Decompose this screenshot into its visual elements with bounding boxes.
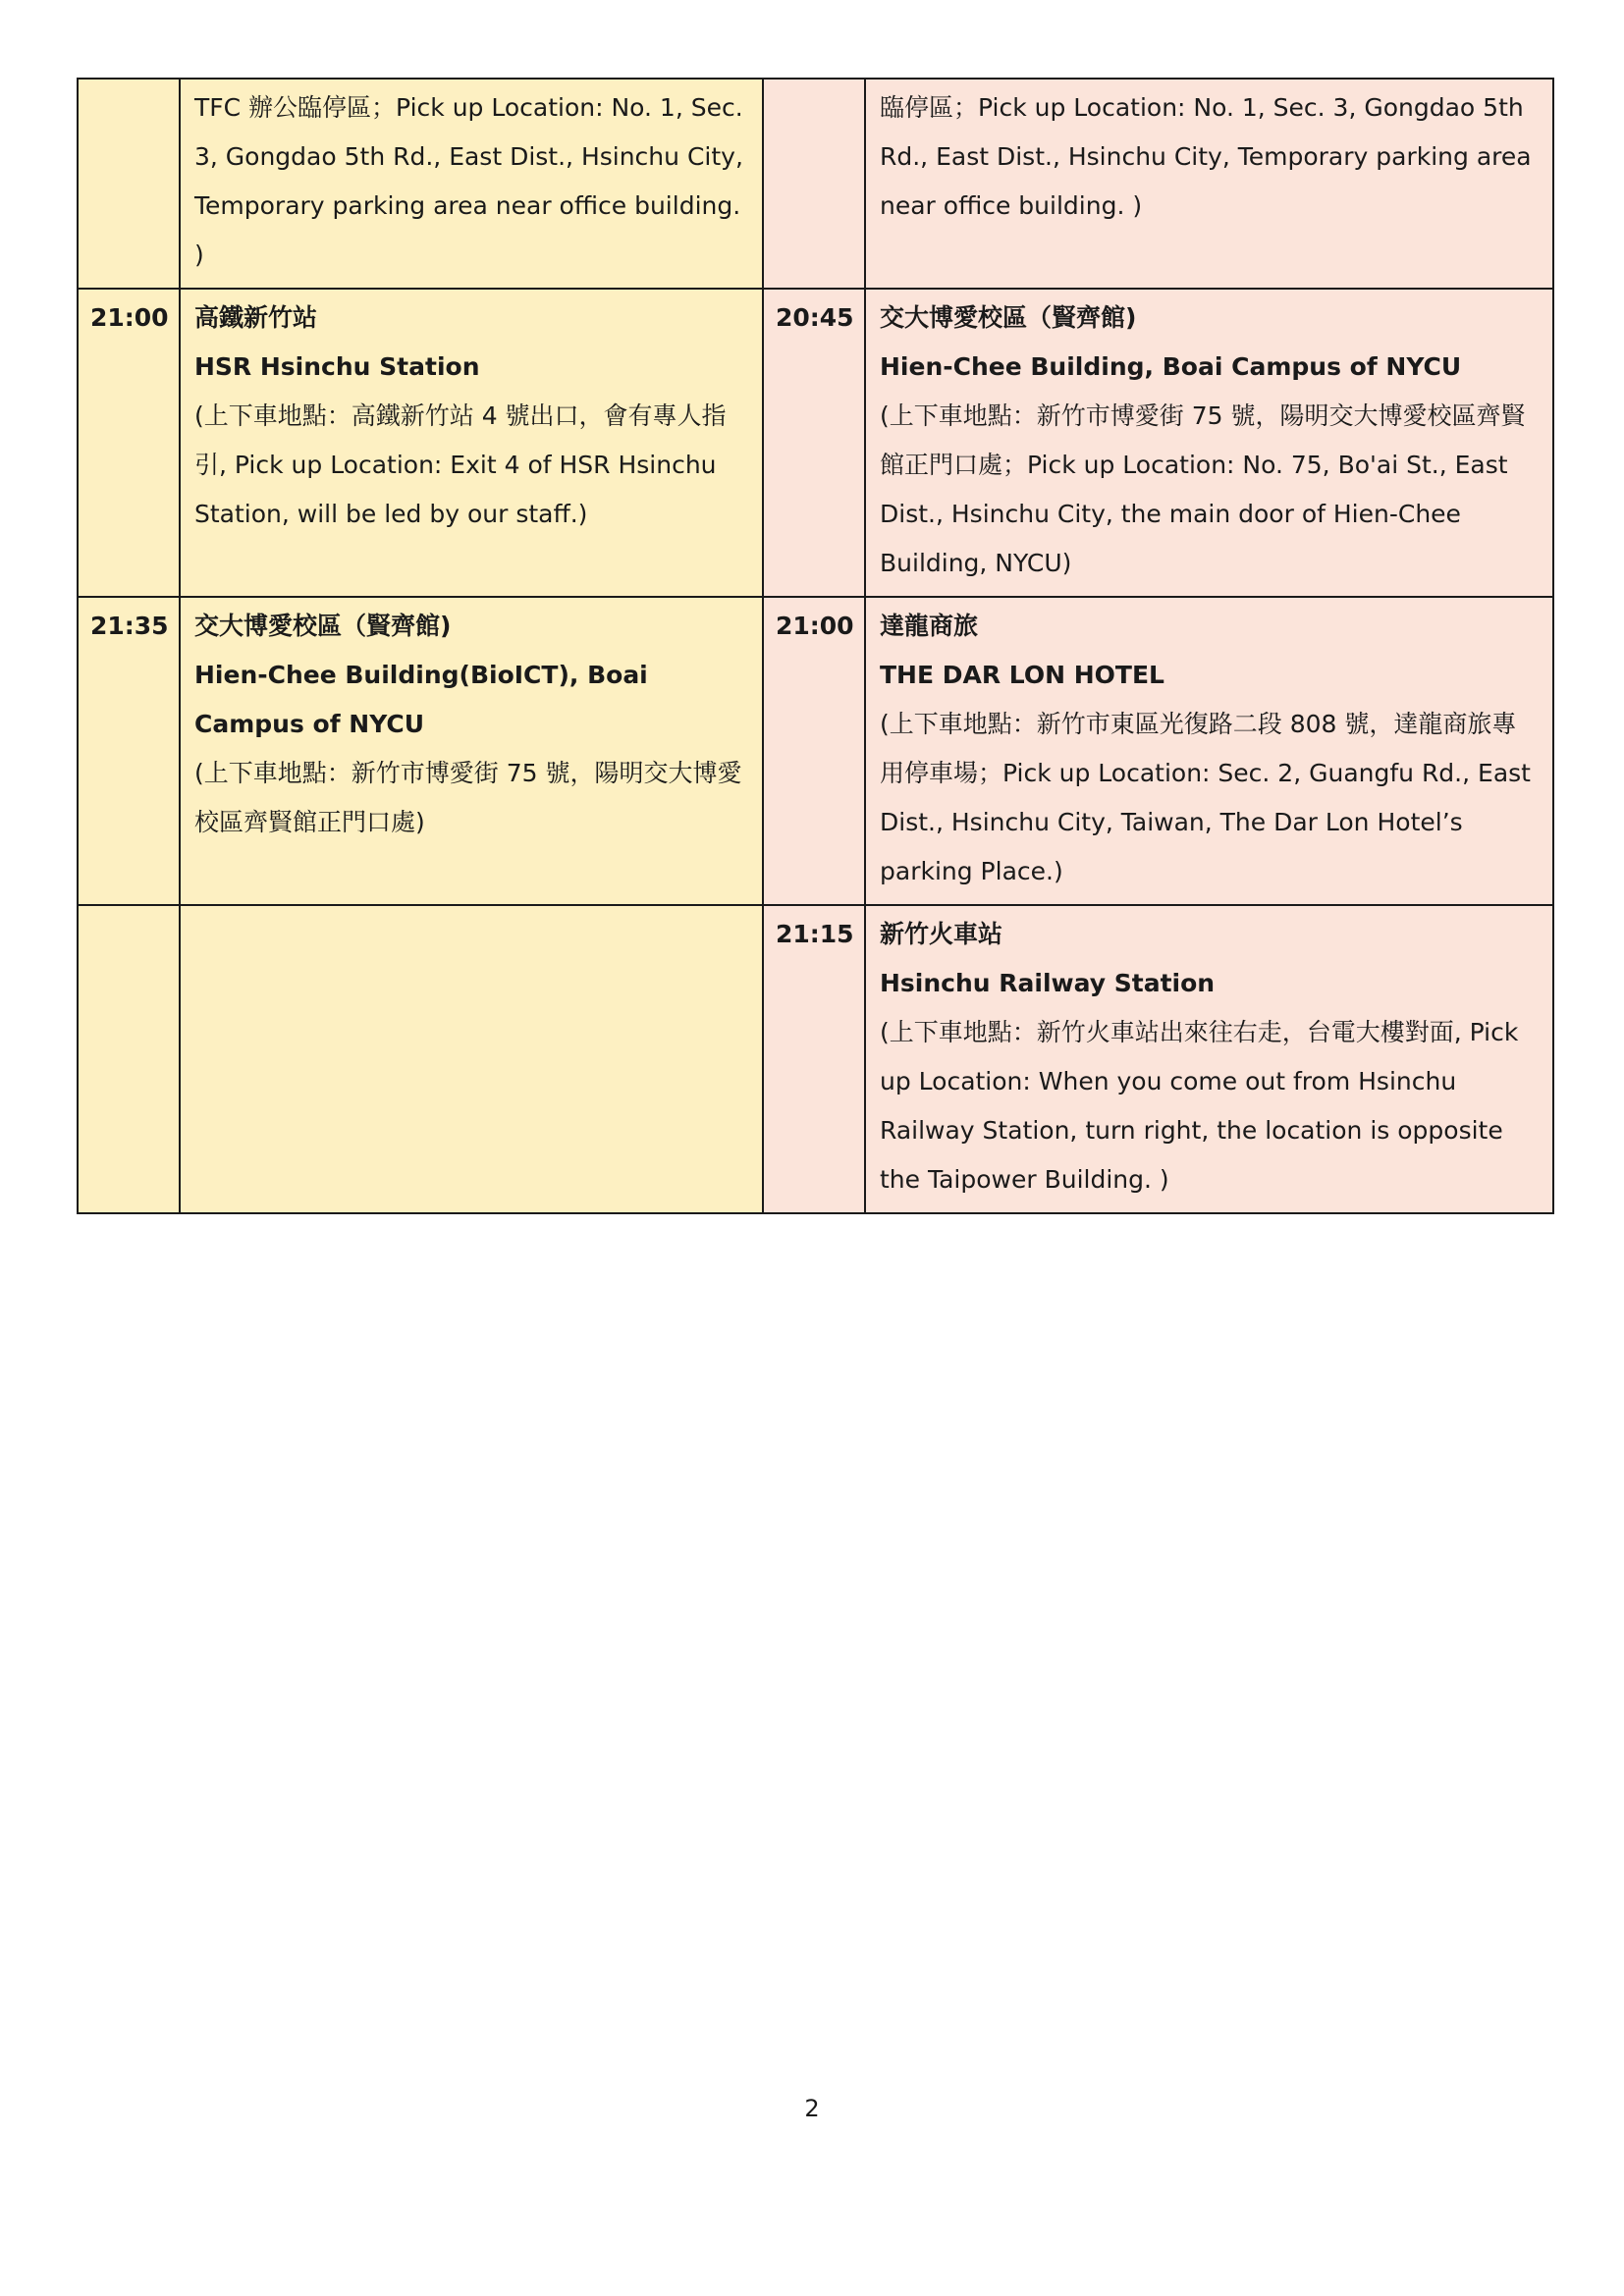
page-number: 2 bbox=[804, 2095, 820, 2122]
right-stop-cell bbox=[865, 79, 1553, 289]
right-stop-note: (上下車地點：新竹市博愛街 75 號，陽明交大博愛校區齊賢館正門口處；Pick up Location: No. 75, Bo'ai St., East Dist., Hsinchu City, the main door of Hien-Chee Building, NYCU) bbox=[880, 401, 1526, 577]
right-time-cell: 21:00 bbox=[763, 597, 865, 905]
left-stop-cell bbox=[180, 289, 763, 597]
left-time-cell: 21:35 bbox=[78, 597, 180, 905]
left-stop-note: TFC 辦公臨停區；Pick up Location: No. 1, Sec. 3, Gongdao 5th Rd., East Dist., Hsinchu City, Temporary parking area near office building. ) bbox=[194, 93, 743, 269]
left-stop-name-zh: 交大博愛校區（賢齊館) bbox=[194, 612, 452, 640]
right-stop-note: (上下車地點：新竹市東區光復路二段 808 號，達龍商旅專用停車場；Pick up Location: Sec. 2, Guangfu Rd., East Dist., Hsinchu City, Taiwan, The Dar Lon Hotel’s parking Place.) bbox=[880, 710, 1531, 885]
table-row bbox=[78, 597, 1553, 905]
left-stop-cell bbox=[180, 79, 763, 289]
right-stop-name-en: Hsinchu Railway Station bbox=[880, 969, 1216, 997]
right-stop-name-zh: 交大博愛校區（賢齊館) bbox=[880, 303, 1137, 332]
left-time-cell: 21:00 bbox=[78, 289, 180, 597]
right-stop-name-zh: 新竹火車站 bbox=[880, 920, 1003, 948]
right-time-cell: 21:15 bbox=[763, 905, 865, 1213]
left-time-cell bbox=[78, 79, 180, 289]
left-stop-name-en: HSR Hsinchu Station bbox=[194, 352, 480, 381]
table-row bbox=[78, 905, 1553, 1213]
left-time-cell bbox=[78, 905, 180, 1213]
table-row bbox=[78, 289, 1553, 597]
right-stop-name-en: Hien-Chee Building, Boai Campus of NYCU bbox=[880, 352, 1462, 381]
right-stop-name-zh: 達龍商旅 bbox=[880, 612, 979, 640]
right-time-cell: 20:45 bbox=[763, 289, 865, 597]
table-row bbox=[78, 79, 1553, 289]
left-stop-cell bbox=[180, 905, 763, 1213]
left-stop-note: (上下車地點：新竹市博愛街 75 號，陽明交大博愛校區齊賢館正門口處) bbox=[194, 759, 742, 836]
left-stop-name-zh: 高鐵新竹站 bbox=[194, 303, 318, 332]
right-stop-cell bbox=[865, 289, 1553, 597]
right-stop-name-en: THE DAR LON HOTEL bbox=[880, 661, 1164, 689]
right-stop-note: (上下車地點：新竹火車站出來往右走，台電大樓對面, Pick up Location: When you come out from Hsinchu Railway Station, turn right, the location is opposite the Taipower Building. ) bbox=[880, 1018, 1519, 1194]
right-time-cell bbox=[763, 79, 865, 289]
left-stop-note: (上下車地點：高鐵新竹站 4 號出口，會有專人指引, Pick up Location: Exit 4 of HSR Hsinchu Station, will be led by our staff.) bbox=[194, 401, 727, 528]
right-stop-cell bbox=[865, 597, 1553, 905]
right-stop-cell bbox=[865, 905, 1553, 1213]
right-stop-note: 臨停區；Pick up Location: No. 1, Sec. 3, Gongdao 5th Rd., East Dist., Hsinchu City, Temporary parking area near office building. ) bbox=[880, 93, 1532, 220]
shuttle-schedule-table bbox=[77, 78, 1554, 1214]
left-stop-cell bbox=[180, 597, 763, 905]
left-stop-name-en: Hien-Chee Building(BioICT), Boai Campus of NYCU bbox=[194, 661, 648, 738]
